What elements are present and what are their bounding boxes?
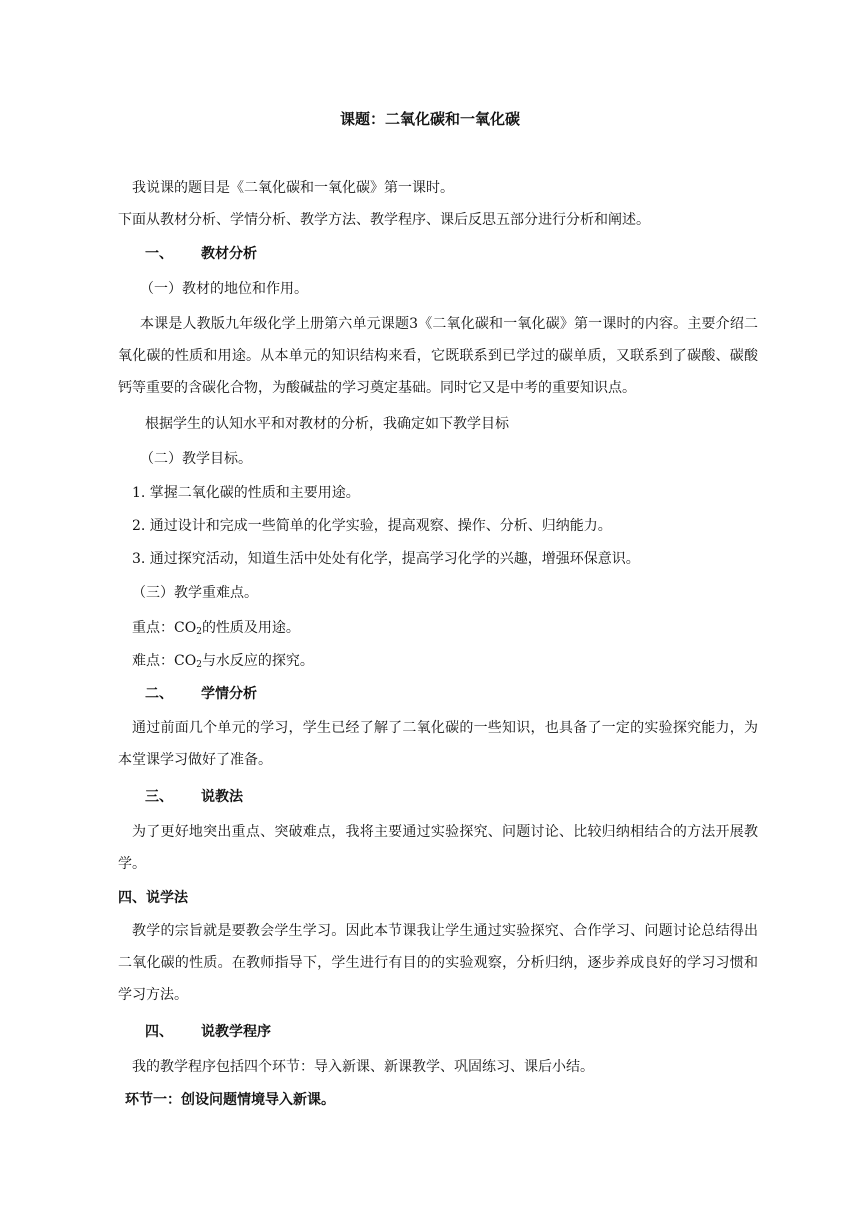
section-4a-paragraph: 教学的宗旨就是要教会学生学习。因此本节课我让学生通过实验探究、合作学习、问题讨论总结得出二氧化碳的性质。在教师指导下，学生进行有目的的实验观察，分析归纳，逐步养成良好的学习习惯和学习方法。: [118, 923, 758, 1003]
difficult-point-label: 难点：CO: [132, 653, 197, 669]
goal-item-3: 3. 通过探究活动，知道生活中处处有化学，提高学习化学的兴趣，增强环保意识。: [132, 551, 640, 567]
difficult-point-subscript: 2: [196, 660, 202, 670]
section-1-transition: 根据学生的认知水平和对教材的分析，我确定如下教学目标: [145, 416, 509, 432]
goal-item-1: 1. 掌握二氧化碳的性质和主要用途。: [132, 485, 360, 501]
section-2-paragraph: 通过前面几个单元的学习，学生已经了解了二氧化碳的一些知识，也具备了一定的实验探究能力，为本堂课学习做好了准备。: [118, 720, 758, 768]
section-1-heading: [145, 244, 257, 264]
section-2-number: 二、: [145, 686, 173, 702]
subsection-2-title: （二）教学目标。: [140, 451, 252, 467]
section-3-title: 说教法: [201, 789, 243, 805]
section-4a-heading: 四、说学法: [118, 890, 188, 906]
section-3-number: 三、: [145, 789, 173, 805]
step-1-heading: 环节一：创设问题情境导入新课。: [125, 1092, 335, 1108]
subsection-3-title: （三）教学重难点。: [132, 585, 258, 601]
section-1-paragraph: 本课是人教版九年级化学上册第六单元课题3《二氧化碳和一氧化碳》第一课时的内容。主要介绍二氧化碳的性质和用途。从本单元的知识结构来看，它既联系到已学过的碳单质，又联系到了碳酸、碳酸钙等重要的含碳化合物，为酸碱盐的学习奠定基础。同时它又是中考的重要知识点。: [118, 316, 758, 396]
section-4b-paragraph: 我的教学程序包括四个环节：导入新课、新课教学、巩固练习、课后小结。: [132, 1059, 594, 1075]
section-3-paragraph: 为了更好地突出重点、突破难点，我将主要通过实验探究、问题讨论、比较归纳相结合的方法开展教学。: [118, 824, 758, 872]
key-point-subscript: 2: [196, 627, 202, 637]
key-point-label: 重点：CO: [132, 620, 197, 636]
difficult-point: [132, 651, 314, 671]
intro-line-2: 下面从教材分析、学情分析、教学方法、教学程序、课后反思五部分进行分析和阐述。: [118, 212, 650, 228]
goal-item-2: 2. 通过设计和完成一些简单的化学实验，提高观察、操作、分析、归纳能力。: [132, 518, 612, 534]
section-2-title: 学情分析: [201, 686, 257, 702]
section-1-number: 一、: [145, 246, 173, 262]
section-2-heading: [145, 684, 257, 704]
difficult-point-text: 与水反应的探究。: [201, 653, 314, 669]
subsection-1-title: （一）教材的地位和作用。: [140, 281, 308, 297]
key-point: [132, 618, 300, 638]
key-point-text: 的性质及用途。: [201, 620, 300, 636]
section-4b-title: 说教学程序: [201, 1024, 271, 1040]
section-1-title: 教材分析: [201, 246, 257, 262]
intro-line-1: 我说课的题目是《二氧化碳和一氧化碳》第一课时。: [132, 180, 454, 196]
page-title: 课题：二氧化碳和一氧化碳: [339, 110, 520, 128]
section-4b-heading: [145, 1022, 271, 1042]
section-4b-number: 四、: [145, 1024, 173, 1040]
section-3-heading: [145, 787, 243, 807]
